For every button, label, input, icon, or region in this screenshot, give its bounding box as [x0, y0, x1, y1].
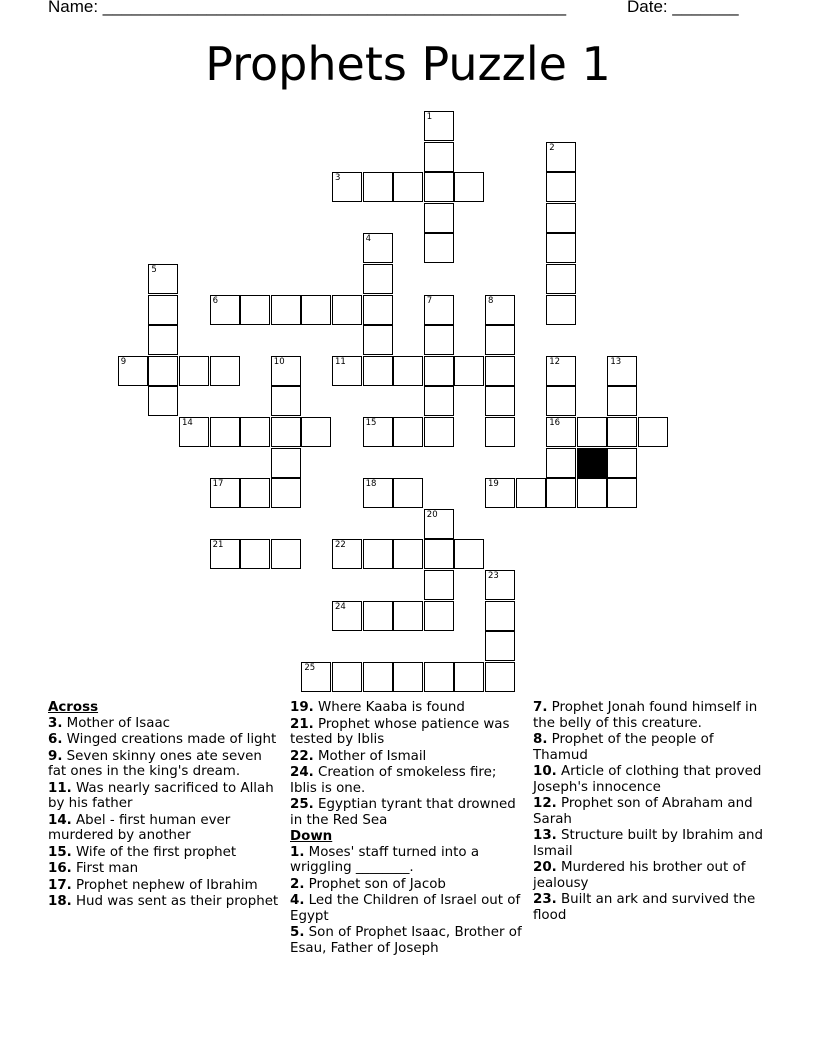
grid-cell[interactable] [363, 478, 393, 508]
grid-cell[interactable] [485, 631, 515, 661]
page-title: Prophets Puzzle 1 [205, 37, 611, 91]
clue-number: 7 [426, 295, 433, 306]
grid-cell[interactable] [393, 662, 423, 692]
grid-cell[interactable] [148, 295, 178, 325]
grid-cell[interactable] [332, 662, 362, 692]
grid-cell[interactable] [118, 356, 148, 386]
grid-cell[interactable] [546, 203, 576, 233]
grid-cell[interactable] [424, 539, 454, 569]
clue-number-label: 5. [290, 925, 305, 940]
clue-down-5 [290, 925, 525, 956]
clue-number: 22 [335, 540, 346, 551]
clue-number: 14 [182, 418, 193, 428]
clue-across-15 [48, 845, 283, 861]
grid-cell[interactable] [271, 539, 301, 569]
black-square [577, 448, 607, 478]
clue-number-label: 12. [533, 796, 557, 811]
grid-cell[interactable] [271, 356, 301, 386]
clue-across-16 [48, 861, 283, 877]
grid-cell[interactable] [424, 386, 454, 416]
grid-cell[interactable] [148, 325, 178, 355]
grid-cell[interactable] [271, 417, 301, 447]
grid-cell[interactable] [271, 448, 301, 478]
clue-down-8 [533, 732, 768, 763]
grid-cell[interactable] [546, 264, 576, 294]
grid-cell[interactable] [393, 539, 423, 569]
clue-text: Wife of the first prophet [71, 844, 237, 860]
grid-cell[interactable] [332, 295, 362, 325]
grid-cell[interactable] [424, 356, 454, 386]
clue-number: 1 [426, 112, 433, 122]
grid-cell[interactable] [607, 356, 637, 386]
clue-text: Prophet whose patience was tested by Iblis [290, 716, 510, 747]
grid-cell[interactable] [546, 448, 576, 478]
clue-number-label: 1. [290, 844, 305, 860]
clue-number: 3 [335, 173, 341, 184]
clue-number-label: 21. [290, 716, 314, 732]
clue-text: First man [71, 861, 139, 876]
clue-number-label: 9. [48, 748, 63, 764]
clue-text: Prophet son of Abraham and Sarah [533, 796, 753, 827]
grid-cell[interactable] [577, 478, 607, 508]
grid-cell[interactable] [363, 356, 393, 386]
grid-cell[interactable] [363, 295, 393, 325]
clue-across-14 [48, 813, 283, 844]
clue-text: Structure built by Ibrahim and Ismail [533, 828, 764, 859]
clue-number: 8 [488, 295, 494, 306]
clue-number: 13 [610, 356, 622, 367]
grid-cell[interactable] [546, 142, 576, 172]
grid-cell[interactable] [424, 233, 454, 263]
grid-cell[interactable] [546, 417, 576, 447]
grid-cell[interactable] [607, 478, 637, 508]
clue-number-label: 11. [48, 780, 72, 796]
grid-cell[interactable] [424, 172, 454, 202]
clue-number: 19 [488, 479, 499, 490]
clue-text: Murdered his brother out of jealousy [533, 860, 746, 891]
clue-across-25 [290, 797, 525, 828]
grid-cell[interactable] [301, 662, 331, 692]
grid-cell[interactable] [179, 356, 209, 386]
grid-cell[interactable] [332, 172, 362, 202]
clue-number: 9 [120, 356, 127, 367]
grid-cell[interactable] [577, 417, 607, 447]
clue-text: Led the Children of Israel out of Egypt [290, 893, 521, 924]
grid-cell[interactable] [424, 325, 454, 355]
grid-cell[interactable] [363, 325, 393, 355]
clue-text: Winged creations made of light [62, 732, 277, 747]
clue-number: 16 [549, 418, 561, 428]
clue-number-label: 7. [533, 700, 548, 715]
clue-down-12 [533, 796, 768, 827]
clue-number-label: 3. [48, 715, 63, 731]
clue-number: 25 [304, 662, 316, 673]
grid-cell[interactable] [332, 601, 362, 631]
clue-number: 10 [273, 356, 285, 367]
clue-text: Mother of Ismail [313, 748, 427, 764]
name-field-label[interactable]: Name: _________________________________________________ [48, 0, 567, 16]
clue-across-3 [48, 716, 283, 732]
grid-cell[interactable] [546, 233, 576, 263]
grid-cell[interactable] [148, 386, 178, 416]
clue-number: 6 [212, 295, 219, 306]
clue-text: Built an ark and survived the flood [533, 892, 756, 923]
clue-text: Abel - first human ever murdered by another [48, 812, 231, 843]
clue-down-4 [290, 893, 525, 924]
clue-number: 12 [549, 356, 561, 367]
grid-cell[interactable] [546, 386, 576, 416]
grid-cell[interactable] [363, 662, 393, 692]
clue-text: Creation of smokeless fire; Iblis is one. [290, 765, 497, 796]
grid-cell[interactable] [485, 570, 515, 600]
grid-cell[interactable] [363, 264, 393, 294]
clue-number-label: 16. [48, 861, 72, 876]
grid-cell[interactable] [424, 509, 454, 539]
grid-cell[interactable] [148, 356, 178, 386]
clue-across-9 [48, 749, 283, 780]
clue-number-label: 18. [48, 894, 72, 909]
clue-number-label: 13. [533, 828, 557, 843]
clues-column-3 [533, 700, 768, 924]
grid-cell[interactable] [393, 417, 423, 447]
grid-cell[interactable] [424, 142, 454, 172]
grid-cell[interactable] [363, 172, 393, 202]
clue-number-label: 2. [290, 876, 305, 892]
clue-text: Seven skinny ones ate seven fat ones in the king's dream. [48, 748, 262, 779]
clue-down-2 [290, 877, 525, 893]
clue-down-23 [533, 892, 768, 923]
grid-cell[interactable] [424, 417, 454, 447]
grid-cell[interactable] [393, 172, 423, 202]
clue-number-label: 14. [48, 812, 72, 828]
clue-number: 2 [549, 142, 555, 153]
clue-number-label: 4. [290, 893, 305, 908]
down-heading: Down [290, 829, 333, 844]
clue-number-label: 17. [48, 877, 72, 893]
clue-number-label: 6. [48, 732, 63, 747]
clue-number: 17 [212, 479, 224, 490]
clue-text: Hud was sent as their prophet [71, 894, 279, 909]
grid-cell[interactable] [240, 417, 270, 447]
clue-number: 4 [365, 234, 372, 245]
grid-cell[interactable] [424, 203, 454, 233]
grid-cell[interactable] [240, 295, 270, 325]
grid-cell[interactable] [210, 539, 240, 569]
grid-cell[interactable] [485, 356, 515, 386]
grid-cell[interactable] [332, 539, 362, 569]
grid-cell[interactable] [424, 662, 454, 692]
clue-number: 5 [151, 265, 157, 275]
grid-cell[interactable] [363, 539, 393, 569]
grid-cell[interactable] [393, 356, 423, 386]
clue-across-24 [290, 765, 525, 796]
grid-cell[interactable] [485, 325, 515, 355]
clue-number-label: 23. [533, 892, 557, 907]
grid-cell[interactable] [210, 478, 240, 508]
grid-cell[interactable] [546, 356, 576, 386]
clue-text: Son of Prophet Isaac, Brother of Esau, Father of Joseph [290, 925, 522, 956]
clue-number: 18 [365, 479, 377, 490]
grid-cell[interactable] [363, 417, 393, 447]
clues-column-2 [290, 700, 525, 957]
grid-cell[interactable] [454, 356, 484, 386]
grid-cell[interactable] [607, 448, 637, 478]
grid-cell[interactable] [363, 601, 393, 631]
grid-cell[interactable] [240, 539, 270, 569]
clue-text: Was nearly sacrificed to Allah by his father [48, 780, 274, 811]
grid-cell[interactable] [179, 417, 209, 447]
grid-cell[interactable] [485, 662, 515, 692]
grid-cell[interactable] [638, 417, 668, 447]
grid-cell[interactable] [485, 295, 515, 325]
clue-text: Prophet son of Jacob [304, 876, 446, 892]
grid-cell[interactable] [454, 172, 484, 202]
clue-text: Prophet Jonah found himself in the belly of this creature. [533, 700, 758, 731]
grid-cell[interactable] [424, 295, 454, 325]
clue-number-label: 20. [533, 860, 557, 875]
clue-number: 15 [365, 418, 377, 428]
across-heading: Across [48, 700, 99, 715]
grid-cell[interactable] [485, 386, 515, 416]
grid-cell[interactable] [271, 386, 301, 416]
clue-down-13 [533, 828, 768, 859]
clue-number-label: 10. [533, 764, 557, 779]
clue-number-label: 15. [48, 844, 72, 860]
clue-text: Moses' staff turned into a wriggling ________. [290, 844, 480, 875]
grid-cell[interactable] [546, 295, 576, 325]
clue-across-18 [48, 894, 283, 910]
clue-across-19 [290, 700, 525, 716]
grid-cell[interactable] [424, 601, 454, 631]
clue-across-21 [290, 717, 525, 748]
grid-cell[interactable] [210, 356, 240, 386]
grid-cell[interactable] [546, 478, 576, 508]
clues-column-1 [48, 700, 283, 911]
grid-cell[interactable] [271, 295, 301, 325]
grid-cell[interactable] [210, 417, 240, 447]
grid-cell[interactable] [485, 478, 515, 508]
grid-cell[interactable] [393, 478, 423, 508]
grid-cell[interactable] [607, 386, 637, 416]
grid-cell[interactable] [516, 478, 546, 508]
grid-cell[interactable] [363, 233, 393, 263]
clue-number: 21 [212, 540, 224, 551]
grid-cell[interactable] [301, 295, 331, 325]
clue-text: Prophet nephew of Ibrahim [71, 877, 258, 893]
grid-cell[interactable] [424, 570, 454, 600]
clue-text: Article of clothing that proved Joseph's innocence [533, 764, 762, 795]
clue-down-20 [533, 860, 768, 891]
date-field-label[interactable]: Date: _______ [627, 0, 739, 16]
clue-across-17 [48, 878, 283, 894]
clue-down-10 [533, 764, 768, 795]
grid-cell[interactable] [546, 172, 576, 202]
grid-cell[interactable] [454, 539, 484, 569]
clue-number-label: 25. [290, 797, 314, 812]
grid-cell[interactable] [240, 478, 270, 508]
clue-number: 24 [335, 601, 346, 612]
clue-text: Egyptian tyrant that drowned in the Red Sea [290, 797, 516, 828]
clue-down-1 [290, 845, 525, 876]
grid-cell[interactable] [485, 601, 515, 631]
grid-cell[interactable] [485, 417, 515, 447]
clue-number: 20 [426, 509, 438, 520]
clue-down-7 [533, 700, 768, 731]
grid-cell[interactable] [424, 111, 454, 141]
grid-cell[interactable] [271, 478, 301, 508]
clue-number: 23 [488, 571, 499, 581]
clue-text: Mother of Isaac [62, 715, 171, 731]
clue-text: Prophet of the people of Thamud [533, 732, 714, 763]
clue-number-label: 22. [290, 748, 314, 764]
clue-number: 11 [335, 356, 346, 367]
grid-cell[interactable] [148, 264, 178, 294]
grid-cell[interactable] [607, 417, 637, 447]
grid-cell[interactable] [210, 295, 240, 325]
clue-across-22 [290, 749, 525, 765]
clue-number-label: 8. [533, 732, 548, 747]
clue-across-11 [48, 781, 283, 812]
clue-number-label: 24. [290, 765, 314, 780]
grid-cell[interactable] [301, 417, 331, 447]
clue-text: Where Kaaba is found [313, 700, 465, 715]
grid-cell[interactable] [332, 356, 362, 386]
clue-across-6 [48, 732, 283, 748]
grid-cell[interactable] [393, 601, 423, 631]
grid-cell[interactable] [454, 662, 484, 692]
clue-number-label: 19. [290, 700, 314, 715]
